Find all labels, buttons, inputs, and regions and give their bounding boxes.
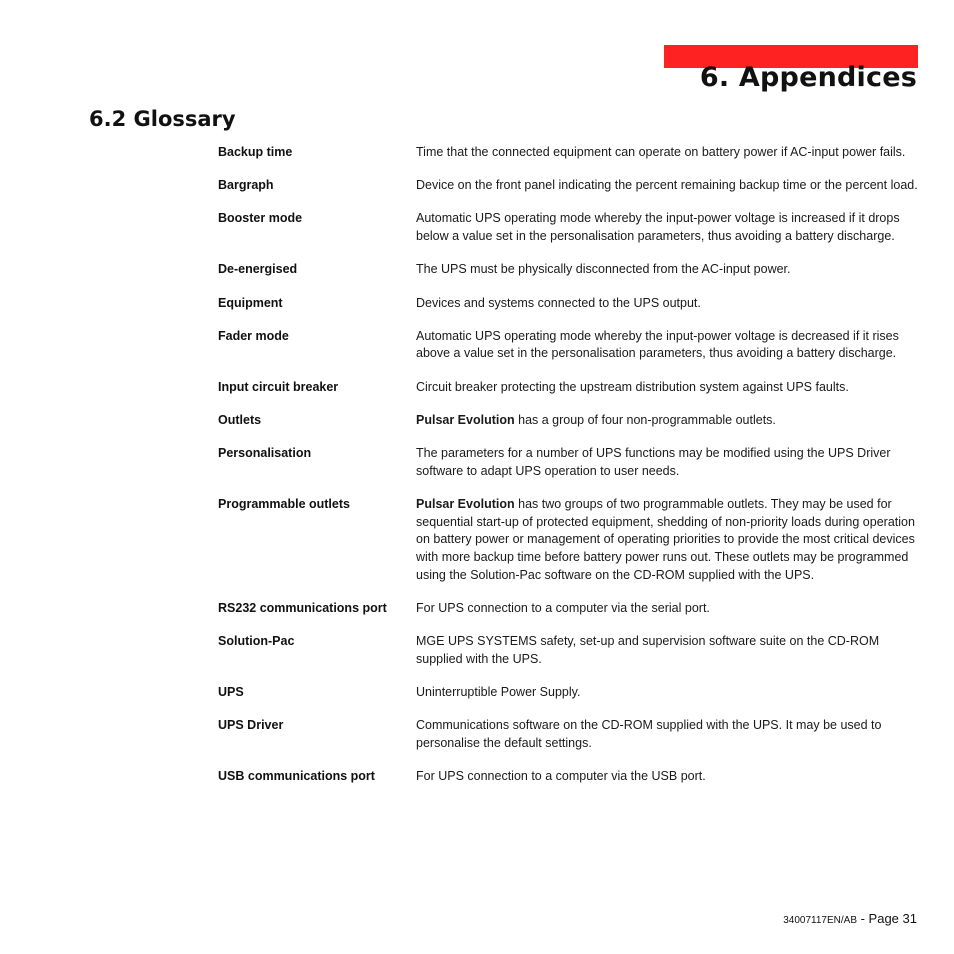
glossary-term: Bargraph xyxy=(218,178,274,193)
glossary-definition xyxy=(416,177,920,195)
glossary-definition xyxy=(416,768,920,786)
glossary-term: RS232 communications port xyxy=(218,600,387,615)
glossary-entry xyxy=(218,496,920,585)
definition-text: Communications software on the CD-ROM supplied with the UPS. It may be used to personalise the default settings. xyxy=(416,718,882,750)
glossary-definition xyxy=(416,445,920,480)
glossary-term: Backup time xyxy=(218,145,293,159)
definition-text: Device on the front panel indicating the percent remaining backup time or the percent load. xyxy=(416,178,918,193)
definition-text: Time that the connected equipment can operate on battery power if AC-input power fails. xyxy=(416,145,906,159)
glossary-term: Programmable outlets xyxy=(218,496,350,511)
glossary-term: Fader mode xyxy=(218,328,289,343)
glossary-entry xyxy=(218,445,920,480)
glossary-definition xyxy=(416,633,920,668)
glossary-term: Personalisation xyxy=(218,446,312,461)
definition-text: Automatic UPS operating mode whereby the input-power voltage is decreased if it rises above a value set in the personalisation parameters, thus avoiding a battery discharge. xyxy=(416,328,899,361)
definition-text: The UPS must be physically disconnected from the AC-input power. xyxy=(416,262,791,277)
glossary-definition xyxy=(416,328,920,363)
glossary-entry xyxy=(218,717,920,752)
glossary-term: USB communications port xyxy=(218,769,375,784)
definition-text: has a group of four non-programmable outlets. xyxy=(514,412,776,427)
definition-text: For UPS connection to a computer via the serial port. xyxy=(416,600,710,615)
glossary-definition xyxy=(416,261,920,279)
glossary-term: Outlets xyxy=(218,412,262,427)
product-name: Pulsar Evolution xyxy=(416,412,515,427)
product-name: Pulsar Evolution xyxy=(416,496,515,511)
glossary-term: Input circuit breaker xyxy=(218,379,339,394)
glossary-entry xyxy=(218,210,920,245)
page-footer xyxy=(783,911,917,926)
section-title: 6.2 Glossary xyxy=(89,107,236,131)
glossary-definition xyxy=(416,496,920,585)
glossary-entry xyxy=(218,144,920,162)
glossary-entry xyxy=(218,261,920,279)
glossary-entry xyxy=(218,295,920,313)
glossary-term: De-energised xyxy=(218,262,298,277)
definition-text: Devices and systems connected to the UPS output. xyxy=(416,295,701,310)
glossary-entry xyxy=(218,600,920,618)
glossary-definition xyxy=(416,717,920,752)
glossary-entry xyxy=(218,768,920,786)
glossary-entry xyxy=(218,684,920,702)
definition-text: The parameters for a number of UPS functions may be modified using the UPS Driver software to adapt UPS operation to user needs. xyxy=(416,446,891,478)
definition-text: has two groups of two programmable outlets. They may be used for sequential start-up of protected equipment, shedding of non-priority loads during operation on battery power or management of operating priorities to provide the most critical devices with more backup time before battery power runs out. These outlets may be programmed using the Solution-Pac software on the CD-ROM supplied with the UPS. xyxy=(416,496,915,582)
glossary-term: UPS Driver xyxy=(218,718,284,733)
glossary-definition xyxy=(416,684,920,702)
definition-text: MGE UPS SYSTEMS safety, set-up and supervision software suite on the CD-ROM supplied with the UPS. xyxy=(416,634,880,666)
page-number: - Page 31 xyxy=(857,911,917,926)
glossary-entry xyxy=(218,379,920,397)
definition-text: For UPS connection to a computer via the USB port. xyxy=(416,769,706,784)
glossary-term: Solution-Pac xyxy=(218,634,295,649)
glossary-definition xyxy=(416,210,920,245)
glossary-definition xyxy=(416,379,920,397)
definition-text: Automatic UPS operating mode whereby the input-power voltage is increased if it drops below a value set in the personalisation parameters, thus avoiding a battery discharge. xyxy=(416,211,900,244)
glossary-term: Booster mode xyxy=(218,211,303,226)
glossary-entry xyxy=(218,633,920,668)
glossary-term: Equipment xyxy=(218,295,283,310)
glossary-entry xyxy=(218,328,920,363)
chapter-title: 6. Appendices xyxy=(699,62,917,93)
definition-text: Circuit breaker protecting the upstream distribution system against UPS faults. xyxy=(416,379,849,394)
glossary-definition xyxy=(416,144,920,162)
glossary-list xyxy=(218,144,920,801)
glossary-definition xyxy=(416,295,920,313)
glossary-entry xyxy=(218,412,920,430)
definition-text: Uninterruptible Power Supply. xyxy=(416,685,581,700)
glossary-entry xyxy=(218,177,920,195)
document-code: 34007117EN/AB xyxy=(783,915,857,926)
glossary-definition xyxy=(416,412,920,430)
glossary-term: UPS xyxy=(218,685,244,700)
glossary-definition xyxy=(416,600,920,618)
